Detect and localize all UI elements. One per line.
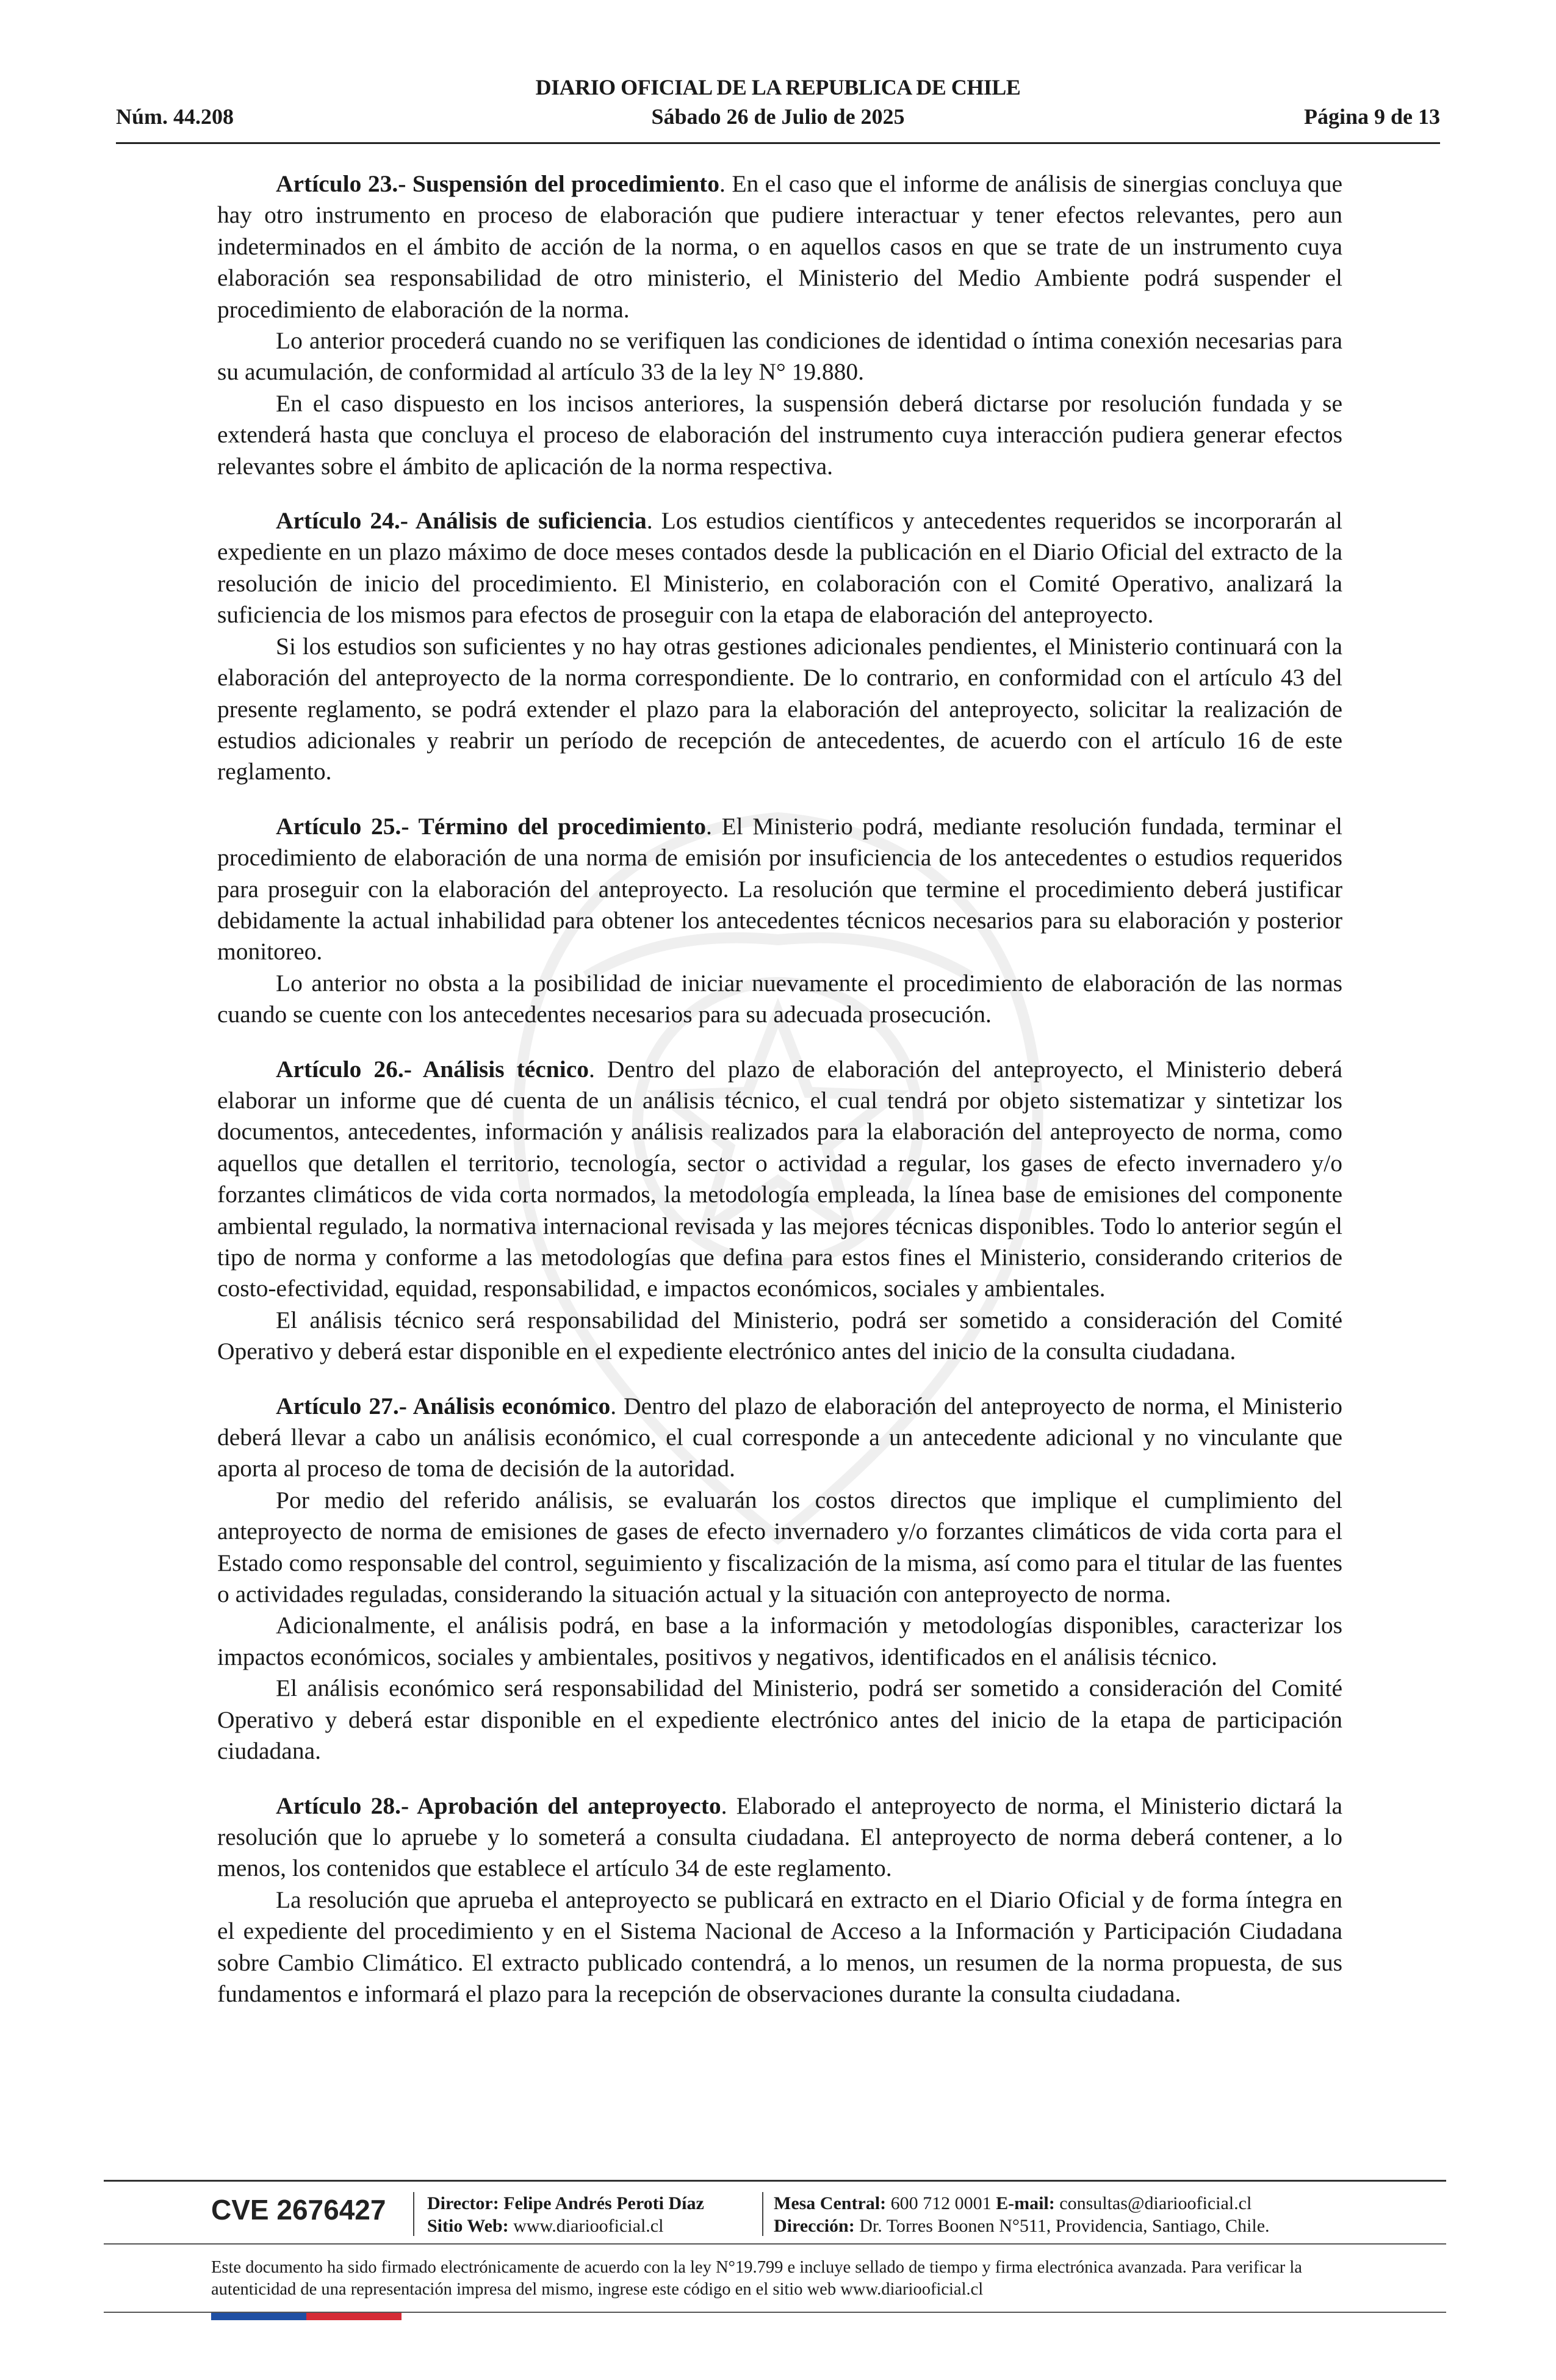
article-heading: Artículo 27.- Análisis económico — [276, 1392, 611, 1419]
paragraph: Por medio del referido análisis, se evaluarán los costos directos que implique el cumplimiento del anteproyecto de norma de emisiones de gases de efecto invernadero y/o forzantes climáticos de vida corta para el Estado como responsable del control, seguimiento y fiscalización de la misma, así como para el titular de las fuentes o actividades reguladas, considerando la situación actual y la situación con anteproyecto de norma. — [217, 1486, 1342, 1608]
mesa-label: Mesa Central: — [774, 2193, 887, 2213]
paragraph: Lo anterior procederá cuando no se verifiquen las condiciones de identidad o íntima conexión necesarias para su acumulación, de conformidad al artículo 33 de la ley N° 19.880. — [217, 327, 1342, 386]
article-26 — [217, 1054, 1342, 1368]
header-divider — [116, 142, 1440, 144]
paragraph: Adicionalmente, el análisis podrá, en base a la información y metodologías disponibles, caracterizar los impactos económicos, sociales y ambientales, positivos y negativos, identificados en el análisis técnico. — [217, 1612, 1342, 1670]
article-heading: Artículo 25.- Término del procedimiento — [276, 812, 706, 840]
paragraph: El análisis técnico será responsabilidad del Ministerio, podrá ser sometido a consideración del Comité Operativo y deberá estar disponible en el expediente electrónico antes del inicio de la consulta ciudadana. — [217, 1306, 1342, 1365]
paragraph: El análisis económico será responsabilidad del Ministerio, podrá ser sometido a consideración del Comité Operativo y deberá estar disponible en el expediente electrónico antes del inicio de la etapa de participación ciudadana. — [217, 1675, 1342, 1765]
footer-separator — [413, 2192, 414, 2236]
article-text: . Dentro del plazo de elaboración del anteproyecto, el Ministerio deberá elaborar un informe que dé cuenta de un análisis técnico, el cual tendrá por objeto sistematizar y sintetizar los documentos, antecedentes, información y análisis realizados para la elaboración del anteproyecto de norma, como aquellos que detallen el territorio, tecnología, sector o actividad a regular, los gases de efecto invernadero y/o forzantes climáticos de vida corta normados, la metodología empleada, la línea base de emisiones del componente ambiental regulado, la normativa internacional revisada y las mejores técnicas disponibles. Todo lo anterior según el tipo de norma y conforme a las metodologías que defina para estos fines el Ministerio, considerando criterios de costo-efectividad, equidad, responsabilidad, e impactos económicos, sociales y ambientales. — [217, 1055, 1342, 1302]
issue-number: Núm. 44.208 — [116, 104, 234, 129]
paragraph: Lo anterior no obsta a la posibilidad de iniciar nuevamente el procedimiento de elaboración de las normas cuando se cuente con los antecedentes necesarios para su adecuada prosecución. — [217, 969, 1342, 1028]
article-27 — [217, 1391, 1342, 1767]
footer-divider-middle — [104, 2243, 1446, 2245]
article-text: . En el caso que el informe de análisis de sinergias concluya que hay otro instrumento en proceso de elaboración que pudiere interactuar y tener efectos relevantes, pero aun indeterminados en el ámbito de acción de la norma, o en aquellos casos en que se trate de un instrumento cuya elaboración sea responsabilidad de otro ministerio, el Ministerio del Medio Ambiente podrá suspender el procedimiento de elaboración de la norma. — [217, 170, 1342, 323]
flag-stripe-blue — [211, 2313, 306, 2320]
article-text: . Dentro del plazo de elaboración del anteproyecto de norma, el Ministerio deberá llevar a cabo un análisis económico, el cual corresponde a un antecedente adicional y no vinculante que aporta al proceso de toma de decisión de la autoridad. — [217, 1392, 1342, 1482]
email-label: E-mail: — [996, 2193, 1055, 2213]
footer-divider-top — [104, 2180, 1446, 2182]
article-23 — [217, 168, 1342, 482]
cve-code: CVE 2676427 — [211, 2194, 386, 2226]
paragraph: La resolución que aprueba el anteproyecto se publicará en extracto en el Diario Oficial y de forma íntegra en el expediente del procedimiento y en el Sistema Nacional de Acceso a la Información y Participación Ciudadana sobre Cambio Climático. El extracto publicado contendrá, a lo menos, un resumen de la norma propuesta, de sus fundamentos e informará el plazo para la recepción de observaciones durante la consulta ciudadana. — [217, 1886, 1342, 2007]
footer-director-block — [427, 2192, 704, 2237]
article-25 — [217, 811, 1342, 1031]
page-number: Página 9 de 13 — [1303, 104, 1440, 129]
newspaper-title: DIARIO OFICIAL DE LA REPUBLICA DE CHILE — [535, 75, 1021, 99]
website-label: Sitio Web: — [427, 2216, 509, 2236]
article-text: . El Ministerio podrá, mediante resolución fundada, terminar el procedimiento de elaboración de una norma de emisión por insuficiencia de los antecedentes o estudios requeridos para proseguir con la elaboración del anteproyecto. La resolución que termine el procedimiento deberá justificar debidamente la actual inhabilidad para obtener los antecedentes técnicos necesarios para su elaboración y posterior monitoreo. — [217, 812, 1342, 965]
address-label: Dirección: — [774, 2216, 855, 2236]
flag-stripe-red — [306, 2313, 402, 2320]
page-header — [116, 74, 1440, 143]
article-heading: Artículo 26.- Análisis técnico — [276, 1055, 589, 1083]
article-28 — [217, 1790, 1342, 2010]
article-heading: Artículo 23.- Suspensión del procedimiento — [276, 170, 719, 197]
paragraph: En el caso dispuesto en los incisos anteriores, la suspensión deberá dictarse por resolución fundada y se extenderá hasta que concluya el proceso de elaboración del instrumento cuya interacción pudiera generar efectos relevantes sobre el ámbito de aplicación de la norma respectiva. — [217, 389, 1342, 480]
footer-contact-block — [774, 2192, 1270, 2237]
director-label: Director: — [427, 2193, 499, 2213]
address-value: Dr. Torres Boonen N°511, Providencia, Santiago, Chile. — [859, 2216, 1270, 2236]
article-text: . Los estudios científicos y antecedentes requeridos se incorporarán al expediente en un plazo máximo de doce meses contados desde la publicación en el Diario Oficial del extracto de la resolución de inicio del procedimiento. El Ministerio, en colaboración con el Comité Operativo, analizará la suficiencia de los mismos para efectos de proseguir con la etapa de elaboración del anteproyecto. — [217, 507, 1342, 629]
paragraph: Si los estudios son suficientes y no hay otras gestiones adicionales pendientes, el Ministerio continuará con la elaboración del anteproyecto de la norma correspondiente. De lo contrario, en conformidad con el artículo 43 del presente reglamento, se podrá extender el plazo para la elaboración del anteproyecto, solicitar la realización de estudios adicionales y reabrir un período de recepción de antecedentes, de acuerdo con el artículo 16 de este reglamento. — [217, 632, 1342, 785]
issue-date: Sábado 26 de Julio de 2025 — [651, 104, 905, 129]
article-heading: Artículo 28.- Aprobación del anteproyecto — [276, 1792, 721, 1819]
article-text: . Elaborado el anteproyecto de norma, el Ministerio dictará la resolución que lo apruebe y lo someterá a consulta ciudadana. El anteproyecto de norma deberá contener, a lo menos, los contenidos que establece el artículo 34 de este reglamento. — [217, 1792, 1342, 1882]
document-body — [217, 168, 1342, 2033]
mesa-phone: 600 712 0001 — [890, 2193, 992, 2213]
legal-notice: Este documento ha sido firmado electrónicamente de acuerdo con la ley N°19.799 e incluye sellado de tiempo y firma electrónica avanzada. Para verificar la autenticidad de una representación impresa del mismo, ingrese este código en el sitio web www.diariooficial.cl — [211, 2258, 1302, 2299]
director-name: Felipe Andrés Peroti Díaz — [503, 2193, 704, 2213]
email-link[interactable]: consultas@diariooficial.cl — [1059, 2193, 1252, 2213]
website-link[interactable]: www.diariooficial.cl — [513, 2216, 664, 2236]
footer-separator — [762, 2192, 763, 2236]
article-24 — [217, 505, 1342, 788]
article-heading: Artículo 24.- Análisis de suficiencia — [276, 507, 647, 535]
